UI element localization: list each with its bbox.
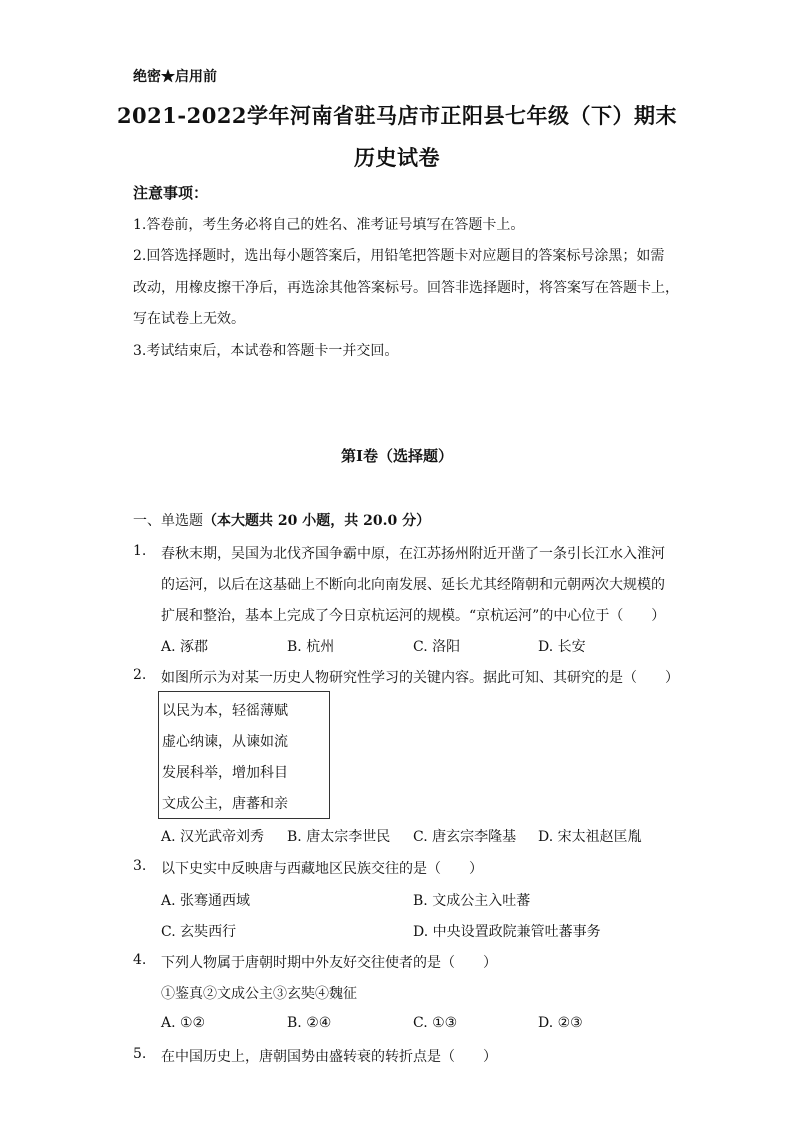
question-text: 的运河，以后在这基础上不断向北向南发展、延长尤其经隋朝和元朝两次大规模的 (161, 577, 665, 593)
notice-line: 改动，用橡皮擦干净后，再选涂其他答案标号。回答非选择题时，将答案写在答题卡上， (133, 280, 679, 296)
question-number: 4. (133, 952, 147, 968)
question-text: ①鉴真②文成公主③玄奘④魏征 (161, 986, 357, 1002)
box-line: 以民为本，轻徭薄赋 (162, 703, 288, 719)
box-line: 发展科举，增加科目 (162, 765, 288, 781)
option-d: D. 宋太祖赵匡胤 (538, 829, 642, 845)
option-d: D. ②③ (538, 1015, 583, 1031)
question-number: 5. (133, 1046, 147, 1062)
option-b: B. 杭州 (287, 639, 335, 655)
question-text: 下列人物属于唐朝时期中外友好交往使者的是（ ） (161, 955, 497, 971)
option-c: C. 洛阳 (413, 639, 461, 655)
box-line: 文成公主，唐蕃和亲 (162, 796, 288, 812)
option-a: A. ①② (161, 1015, 206, 1031)
question-text: 春秋末期，吴国为北伐齐国争霸中原，在江苏扬州附近开凿了一条引长江水入淮河 (161, 546, 665, 562)
confidential-label: 绝密★启用前 (133, 69, 217, 85)
option-d: D. 长安 (538, 639, 586, 655)
notice-heading: 注意事项： (133, 184, 209, 202)
option-c: C. 玄奘西行 (161, 924, 237, 940)
exam-subtitle: 历史试卷 (354, 145, 440, 170)
question-text: 扩展和整治，基本上完成了今日京杭运河的规模。“京杭运河”的中心位于（ ） (161, 608, 666, 624)
question-number: 3. (133, 858, 147, 874)
notice-line: 3.考试结束后，本试卷和答题卡一并交回。 (133, 343, 399, 359)
question-text: 如图所示为对某一历史人物研究性学习的关键内容。据此可知、其研究的是（ ） (161, 670, 679, 686)
part-heading (133, 510, 430, 530)
question-number: 1. (133, 543, 147, 559)
section-title: 第Ⅰ卷（选择题） (340, 447, 454, 465)
notice-line: 写在试卷上无效。 (133, 311, 245, 327)
notice-line: 2.回答选择题时，选出每小题答案后，用铅笔把答题卡对应题目的答案标号涂黑；如需 (133, 248, 665, 264)
option-a: A. 汉光武帝刘秀 (161, 829, 265, 845)
option-c: C. ①③ (413, 1015, 458, 1031)
option-d: D. 中央设置政院兼管吐蕃事务 (413, 924, 601, 940)
exam-title: 2021-2022学年河南省驻马店市正阳县七年级（下）期末 (116, 103, 678, 128)
option-c: C. 唐玄宗李隆基 (413, 829, 517, 845)
part-heading-prefix: 一、单选题 (133, 513, 203, 529)
box-line: 虚心纳谏，从谏如流 (162, 734, 288, 750)
notice-line: 1.答卷前，考生务必将自己的姓名、准考证号填写在答题卡上。 (133, 217, 525, 233)
question-number: 2. (133, 667, 147, 683)
option-b: B. 唐太宗李世民 (287, 829, 391, 845)
question-text: 在中国历史上，唐朝国势由盛转衰的转折点是（ ） (161, 1049, 497, 1065)
option-b: B. ②④ (287, 1015, 332, 1031)
option-a: A. 张骞通西域 (161, 893, 251, 909)
part-heading-detail: （本大题共 20 小题，共 20.0 分） (203, 513, 431, 529)
question-text: 以下史实中反映唐与西藏地区民族交往的是（ ） (161, 861, 483, 877)
option-a: A. 涿郡 (161, 639, 209, 655)
option-b: B. 文成公主入吐蕃 (413, 893, 531, 909)
